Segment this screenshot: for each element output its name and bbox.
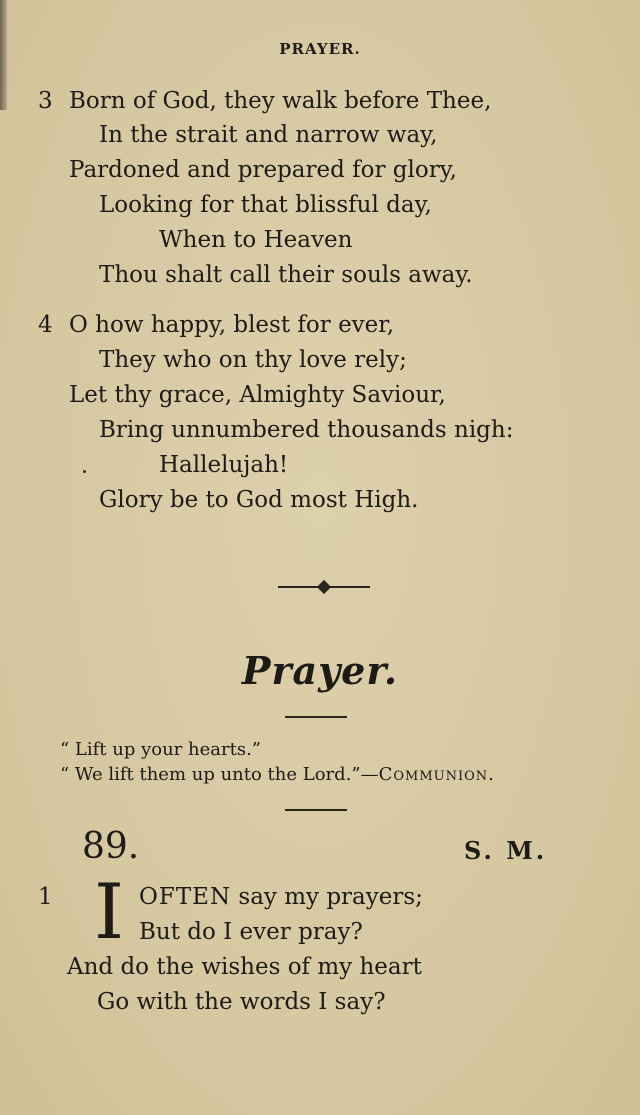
running-head: PRAYER. xyxy=(279,40,361,58)
verse-line: O how happy, blest for ever, xyxy=(69,312,395,338)
verse-line: And do the wishes of my heart xyxy=(67,954,422,980)
ornament-diamond xyxy=(317,580,331,594)
verse-line: Let thy grace, Almighty Saviour, xyxy=(69,382,446,408)
epigraph-source: Communion. xyxy=(378,764,495,785)
verse-line: They who on thy love rely; xyxy=(99,347,407,373)
verse-line: Born of God, they walk before Thee, xyxy=(69,88,492,114)
verse-line: Looking for that blissful day, xyxy=(99,192,432,218)
verse-line: Hallelujah! xyxy=(159,452,289,478)
epigraph-quote: “ We lift them up unto the Lord.”— xyxy=(60,764,379,785)
ink-speck xyxy=(83,470,86,473)
verse-number: 1 xyxy=(38,884,53,910)
epigraph-rule xyxy=(285,809,347,811)
verse-number: 3 xyxy=(38,88,53,114)
verse-line: Pardoned and prepared for glory, xyxy=(69,157,457,183)
title-rule xyxy=(285,716,347,718)
section-title: Prayer. xyxy=(241,648,399,693)
verse-line: In the strait and narrow way, xyxy=(99,122,438,148)
first-word: OFTEN xyxy=(139,884,232,910)
verse-line xyxy=(139,882,423,912)
hymn-meter: S. M. xyxy=(464,836,548,865)
line-rest: say my prayers; xyxy=(231,884,423,910)
verse-line: But do I ever pray? xyxy=(139,919,363,945)
verse-line: Bring unnumbered thousands nigh: xyxy=(99,417,514,443)
drop-cap: I xyxy=(94,867,125,956)
verse-line: Thou shalt call their souls away. xyxy=(99,262,473,288)
hymn-number: 89. xyxy=(82,826,140,867)
verse-line: When to Heaven xyxy=(159,227,353,253)
epigraph-line-1: “ Lift up your hearts.” xyxy=(60,739,261,760)
verse-line: Go with the words I say? xyxy=(97,989,386,1015)
epigraph-line-2 xyxy=(60,763,495,787)
verse-line: Glory be to God most High. xyxy=(99,487,419,513)
verse-number: 4 xyxy=(38,312,53,338)
